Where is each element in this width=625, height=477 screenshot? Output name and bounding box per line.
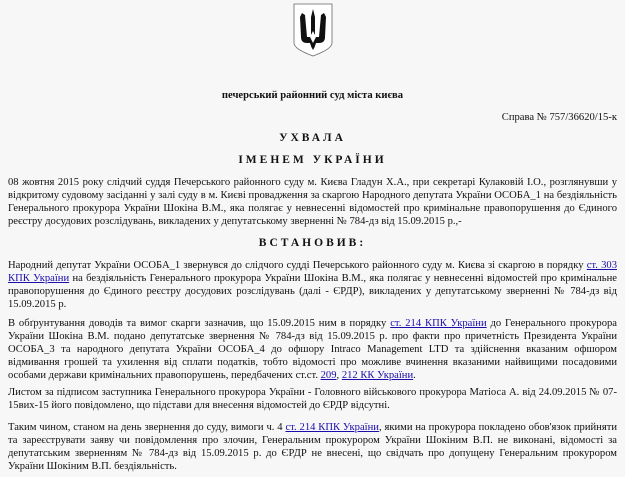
link-art-214-cpc[interactable]: ст. 214 КПК України bbox=[285, 422, 379, 433]
link-art-214-cpc[interactable]: ст. 214 КПК України bbox=[390, 318, 487, 329]
case-number: Справа № 757/36620/15-к bbox=[501, 112, 617, 123]
text: , bbox=[336, 370, 342, 381]
paragraph-intro: 08 жовтня 2015 року слідчий суддя Печерського районного суду м. Києва Гладун Х.А., при секретарі Кулаковій І.О., розглянувши у відкритому судовому засіданні у залі суду в м. Києві провадження за скаргою Народного депутата України ОСОБА_1 на бездіяльність Генерального прокурора України Шокіна В.М., яка полягає у невнесенні відомостей про кримінальне правопорушення до Єдиного реєстру досудових розслідувань, викладених у депутатському зверненні № 784-дз від 15.09.2015 р.,- bbox=[8, 177, 617, 227]
ruling-title: УХВАЛА bbox=[279, 132, 346, 144]
text: , якими на прокурора покладено обов'язок прийняти та зареєструвати заяву чи повідомлення про злочин, Генеральним прокурором України Шокіним В.П. не виконані, відомості за депутатським зверненням № 784-дз від 15.09.2015 р. до ЄРДР не внесені, що свідчать про допущену Генеральним прокурором України Шокіним В.П. бездіяльність. bbox=[8, 422, 617, 472]
paragraph-grounds bbox=[8, 317, 617, 382]
text: на бездіяльність Генерального прокурора України Шокіна В.М., яка полягає у невнесенні відомостей про кримінальне правопорушення до Єдиного реєстру досудових розслідувань (далі - ЄРДР), викладених у депутатському зверненні № 784-дз від 15.09.2015 р. bbox=[8, 273, 617, 310]
in-name-title: ІМЕНЕМ УКРАЇНИ bbox=[238, 154, 387, 166]
text: Народний депутат України ОСОБА_1 звернувся до слідчого судді Печерського районного суду м. Києва зі скаргою в порядку bbox=[8, 260, 587, 271]
court-name: печерський районний суд міста києва bbox=[221, 90, 404, 101]
coat-of-arms-icon bbox=[293, 3, 333, 57]
paragraph-letter: Листом за підписом заступника Генерального прокурора України - Головного військового прокурора Матіоса А. від 24.09.2015 № 07-15вих-15 його повідомлено, що підстави для внесення відомостей до ЄРДР відсутні. bbox=[8, 387, 617, 411]
link-art-209[interactable]: 209 bbox=[320, 370, 337, 381]
paragraph-conclusion bbox=[8, 421, 617, 473]
text: В обґрунтування доводів та вимог скарги зазначив, що 15.09.2015 ним в порядку bbox=[8, 318, 391, 329]
text: Таким чином, станом на день звернення до суду, вимоги ч. 4 bbox=[8, 422, 286, 433]
link-art-212-cc[interactable]: 212 КК України bbox=[341, 370, 414, 381]
text: до Генерального прокурора України Шокіна В.М. подано депутатське звернення № 784-дз від 15.09.2015 р. про факти про причетність Президента України ОСОБА_3 та народного депутата України ОСОБА_4 до офшору Intraco Management LTD та здійснення вказаним офшором відмивання грошей та ухилення від сплати податків, тобто відомості про можливе вчинення вказаними найвищими посадовими особами держави кримінальних правопорушень, передбачених ст.ст. bbox=[8, 318, 617, 381]
paragraph-complaint bbox=[8, 259, 617, 311]
link-art-303-cpc[interactable]: ст. 303 КПК України bbox=[8, 260, 617, 284]
established-title: ВСТАНОВИВ: bbox=[258, 237, 367, 249]
text: . bbox=[413, 370, 416, 381]
